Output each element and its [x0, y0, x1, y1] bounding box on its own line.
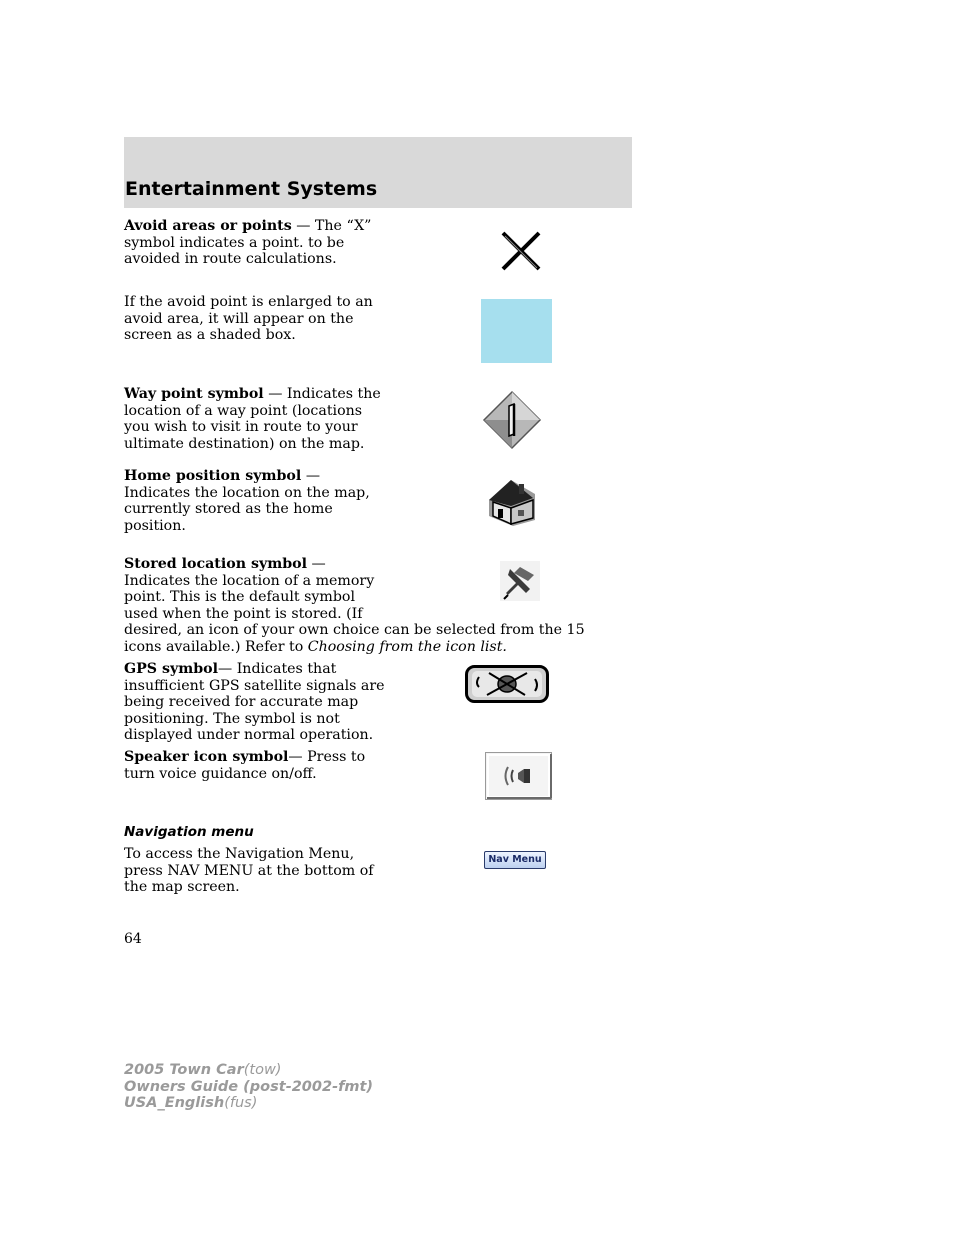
stored-paragraph-lines-2: [124, 622, 624, 655]
navigation-menu-paragraph: To access the Navigation Menu, press NAV MENU at the bottom of the map screen.: [124, 846, 374, 895]
footer-model: 2005 Town Car: [124, 1062, 244, 1078]
speaker-icon[interactable]: [485, 752, 552, 800]
icon-list-reference: Choosing from the icon list.: [307, 638, 507, 655]
stored-text-2: desired, an icon of your own choice can be selected from the 15 icons available.) Refer to: [124, 622, 585, 655]
home-term: Home position symbol: [124, 468, 302, 484]
gps-term: GPS symbol: [124, 661, 218, 677]
navigation-menu-heading: Navigation menu: [124, 824, 254, 840]
shaded-box-icon: [481, 299, 552, 363]
section-title: Entertainment Systems: [125, 178, 378, 200]
gps-text: — Indicates that insufficient GPS satellite signals are being received for accurate map positioning. The symbol is not displayed under normal operation.: [124, 661, 385, 743]
page-number: 64: [124, 931, 142, 947]
home-paragraph: [124, 468, 386, 534]
home-text: — Indicates the location on the map, currently stored as the home position.: [124, 468, 370, 534]
speaker-paragraph: [124, 749, 386, 782]
satellite-icon: [465, 665, 549, 703]
waypoint-paragraph: [124, 386, 386, 452]
waypoint-term: Way point symbol: [124, 386, 264, 402]
stored-term: Stored location symbol: [124, 556, 307, 572]
stored-paragraph-lines-1: [124, 556, 386, 622]
x-mark-icon: [498, 228, 544, 274]
avoid-area-paragraph: If the avoid point is enlarged to an avoid area, it will appear on the screen as a shaded box.: [124, 294, 373, 343]
avoid-points-text: — The “X” symbol indicates a point. to be avoided in route calculations.: [124, 218, 372, 267]
speaker-term: Speaker icon symbol: [124, 749, 289, 765]
footer-language-code: (fus): [224, 1095, 258, 1111]
avoid-points-term: Avoid areas or points: [124, 218, 292, 234]
footer-guide: Owners Guide (post-2002-fmt): [124, 1078, 374, 1095]
stored-text-1: — Indicates the location of a memory point. This is the default symbol used when the point is stored. (If: [124, 556, 375, 622]
pushpin-icon: [500, 561, 540, 601]
house-icon: [485, 476, 541, 528]
footer-language: USA_English: [124, 1095, 225, 1111]
diamond-flag-icon: [482, 390, 542, 450]
nav-menu-button[interactable]: Nav Menu: [484, 851, 546, 869]
speaker-text: — Press to turn voice guidance on/off.: [124, 749, 366, 782]
waypoint-text: — Indicates the location of a way point (locations you wish to visit in route to your ultimate destination) on the map.: [124, 386, 381, 452]
footer-model-code: (tow): [243, 1062, 282, 1078]
footer: [124, 1062, 373, 1112]
avoid-points-paragraph: [124, 218, 386, 268]
gps-paragraph: [124, 661, 386, 744]
